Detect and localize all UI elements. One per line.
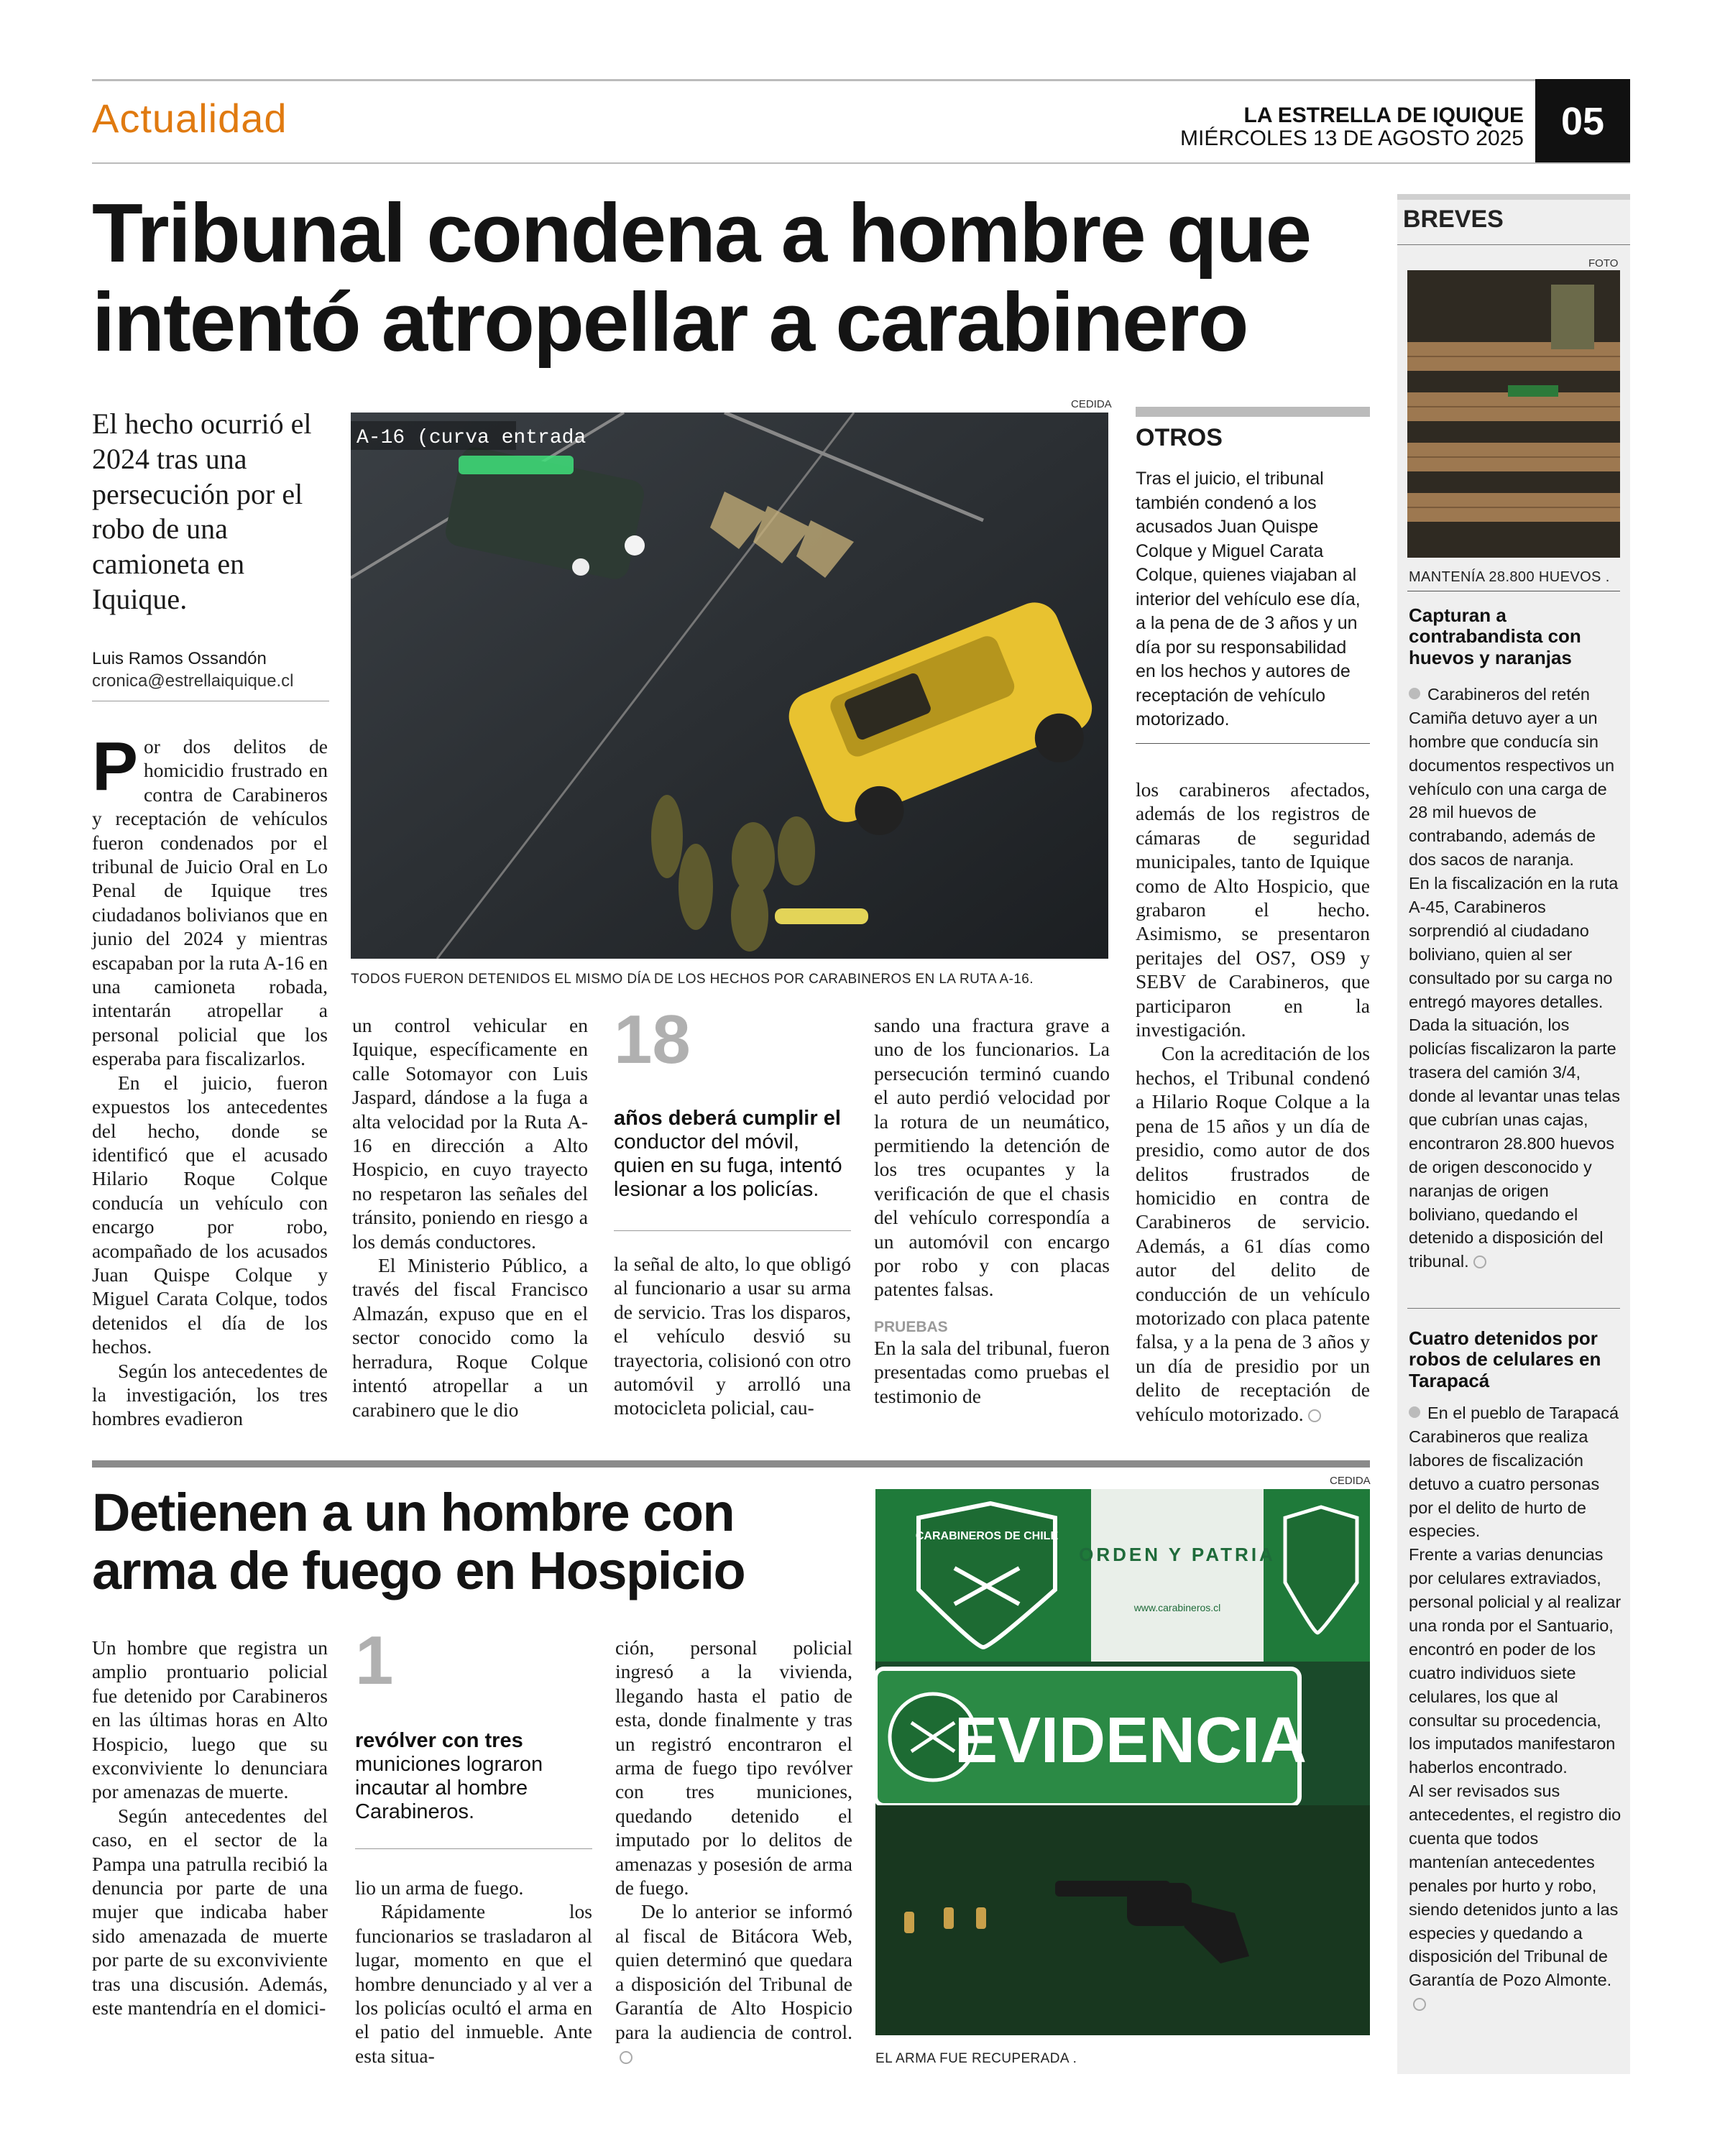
brief1-title: Capturan a contrabandista con huevos y naranjas: [1409, 604, 1581, 668]
author-name: Luis Ramos Ossandón: [92, 649, 267, 668]
sidebar-title: BREVES: [1403, 206, 1504, 233]
paragraph: Rápidamente los funcionarios se trasladaron al lugar, momento en que el hombre denunciado y al ver a los policías ocultó el arma en el patio del inmueble. Ante esta situa-: [355, 1900, 592, 2067]
banner-web: www.carabineros.cl: [1133, 1602, 1221, 1613]
end-mark-icon: [1308, 1409, 1321, 1422]
page-number: 05: [1535, 79, 1630, 164]
article1-column5: [1136, 778, 1370, 1426]
paragraph: En el juicio, fueron expuestos los antecedentes del hecho, donde se identificó que el acusado Hilario Roque Colque conducía un vehículo con encargo por robo, acompañado de los acusados Juan Quispe Colque y Miguel Carata Colque, todos detenidos el día de los hechos.: [92, 1071, 328, 1358]
box-band: [1136, 407, 1370, 417]
article1-column3: [614, 1252, 851, 1420]
highway-arrest-scene: [351, 413, 1108, 959]
article2-column1: [92, 1636, 328, 2020]
article1-headline: Tribunal condena a hombre que intentó atropellar a carabinero: [92, 186, 1311, 369]
brief1-body: [1409, 683, 1622, 1273]
paragraph: Al ser revisados sus antecedentes, el registro dio cuenta que todos mantenían antecedentes penales por hurto y robo, siendo detenidos junto a las especies y quedando a disposición del Tribunal de Garantía de Pozo Almonte.: [1409, 1779, 1622, 2016]
paragraph: or dos delitos de homicidio frustrado en contra de Carabineros y receptación de vehículos fueron condenados por el tribunal de Juicio Oral en Lo Penal de Iquique tres ciudadanos bolivianos que en junio del 2024 y mientras escapaban por la ruta A-16 en una camioneta robada, intentarán atropellar a personal policial que los esperaba para fiscalizarlos.: [92, 735, 328, 1070]
top-rule: [92, 79, 1630, 81]
bullet-icon: [1409, 688, 1420, 699]
publication-name: LA ESTRELLA DE IQUIQUE: [1243, 103, 1524, 127]
photo-credit: CEDIDA: [1330, 1475, 1371, 1487]
paragraph: Frente a varias denuncias por celulares extraviados, personal policial y al realizar una ronda por el Santuario, encontró en poder de los cuatro individuos siete celulares, los que al consultar su procedencia, los imputados manifestaron haberlos encontrado.: [1409, 1545, 1622, 1777]
paragraph: un control vehicular en Iquique, específicamente en calle Sotomayor con Luis Jaspard, dándose a la fuga a alta velocidad por la Ruta A-16 en dirección a Alto Hospicio, en cuyo trayecto no respetaron las señales del tránsito, poniendo en riesgo a los demás conductores.: [352, 1014, 588, 1253]
masthead: [1180, 104, 1524, 149]
section-label: Actualidad: [92, 96, 288, 141]
divider: [355, 1848, 592, 1849]
article1-photo: [351, 413, 1108, 959]
divider: [1407, 1308, 1620, 1309]
paragraph: Según los antecedentes de la investigación, los tres hombres evadieron: [92, 1359, 328, 1430]
stat-bold: años deberá cumplir el: [614, 1107, 841, 1130]
paragraph: El Ministerio Público, a través del fiscal Francisco Almazán, expuso que en el sector conocido como la herradura, Roque Colque intentó atropellar a un carabinero que le dio: [352, 1254, 588, 1421]
subhead-pruebas: PRUEBAS: [874, 1318, 948, 1335]
brief2-title: Cuatro detenidos por robos de celulares en Tarapacá: [1409, 1327, 1601, 1391]
egg-trays-photo: [1407, 270, 1620, 558]
stat-text: municiones lograron incautar al hombre Carabineros.: [355, 1753, 543, 1824]
article1-deck: El hecho ocurrió el 2024 tras una persecución por el robo de una camioneta en Iquique.: [92, 407, 312, 615]
stat-quote: [355, 1729, 592, 1824]
article1-caption: TODOS FUERON DETENIDOS EL MISMO DÍA DE LOS HECHOS POR CARABINEROS EN LA RUTA A-16.: [351, 972, 1034, 987]
article2-column2: [355, 1876, 592, 2068]
divider: [614, 1230, 851, 1231]
publication-date: MIÉRCOLES 13 DE AGOSTO 2025: [1180, 126, 1524, 150]
article1-column1: [92, 728, 328, 1431]
stat-quote: [614, 1107, 851, 1202]
article2-headline: Detienen a un hombre con arma de fuego en Hospicio: [92, 1483, 745, 1601]
divider: [1397, 244, 1630, 245]
paragraph: De lo anterior se informó al fiscal de Bitácora Web, quien determinó que quedara a disposición del Tribunal de Garantía de Alto Hospicio para la audiencia de control.: [615, 1899, 852, 2068]
dropcap: P: [92, 728, 139, 805]
paragraph: lio un arma de fuego.: [355, 1876, 524, 1899]
paragraph: Un hombre que registra un amplio prontuario policial fue detenido por Carabineros en las últimas horas en Alto Hospicio, luego que su exconviviente lo denunciara por amenazas de muerte.: [92, 1636, 328, 1803]
header-rule: [92, 162, 1630, 164]
box-title: OTROS: [1136, 424, 1223, 451]
sidebar-band: [1397, 194, 1630, 200]
banner-brand: CARABINEROS DE CHILE: [915, 1530, 1059, 1542]
paragraph: ción, personal policial ingresó a la vivienda, llegando hasta el patio de esta, donde finalmente y tras un registró encontraron el arma de fuego tipo revólver con tres municiones, quedando detenido el imputado por lo delitos de amenazas y posesión de arma de fuego.: [615, 1636, 852, 1899]
end-mark-icon: [620, 2051, 632, 2064]
article1-byline: [92, 648, 329, 701]
paragraph: la señal de alto, lo que obligó al funcionario a usar su arma de servicio. Tras los disparos, el vehículo desvió su trayectoria, colisionó con otro automóvil y arrolló una motocicleta policial, cau-: [614, 1253, 851, 1419]
paragraph: Con la acreditación de los hechos, el Tribunal condenó a Hilario Roque Colque a la pena de 15 años y un día de presidio, como autor de dos delitos frustrados de homicidio en contra de Carabineros de servicio. Además, a 61 días como autor del delito de conducción de un vehículo motorizado con placa patente falsa, y a la pena de 3 años y un día de presidio por un delito de receptación de vehículo motorizado.: [1136, 1042, 1370, 1425]
photo-credit: FOTO: [1588, 257, 1619, 270]
article-separator: [92, 1460, 1370, 1468]
paragraph: los carabineros afectados, además de los registros de cámaras de seguridad municipales, tanto de Iquique como de Alto Hospicio, que grabaron el hecho. Asimismo, se presentaron peritajes del OS7, OS9 y SEBV de Carabineros, que participaron en la investigación.: [1136, 778, 1370, 1041]
paragraph: En el pueblo de Tarapacá Carabineros que realiza labores de fiscalización detuvo a cuatro personas por el delito de hurto de especies.: [1409, 1404, 1619, 1541]
evidence-revolver-photo: [875, 1489, 1370, 2035]
photo-credit: CEDIDA: [1071, 398, 1112, 410]
end-mark-icon: [1413, 1998, 1426, 2011]
paragraph: sando una fractura grave a uno de los funcionarios. La persecución terminó cuando el auto perdió velocidad por la rotura de un neumático, permitiendo la detención de los tres ocupantes y la verificación de que el chasis del vehículo correspondía a un automóvil con encargo por robo y con placas patentes falsas.: [874, 1014, 1110, 1301]
divider: [1136, 743, 1370, 744]
camera-overlay-text: A-16 (curva entrada: [356, 427, 586, 449]
brief2-body: [1409, 1401, 1622, 2016]
stat-text: conductor del móvil, quien en su fuga, intentó lesionar a los policías.: [614, 1130, 842, 1202]
sidebar-photo-caption: MANTENÍA 28.800 HUEVOS .: [1409, 569, 1610, 585]
sidebar-photo: [1407, 270, 1620, 558]
stat-number: 1: [355, 1622, 394, 1699]
stat-number: 18: [614, 1001, 691, 1078]
end-mark-icon: [1473, 1256, 1486, 1268]
evidence-sign-text: EVIDENCIA: [954, 1705, 1307, 1777]
article2-caption: EL ARMA FUE RECUPERADA .: [875, 2051, 1077, 2066]
stat-bold: revólver con tres: [355, 1729, 523, 1752]
banner-motto: ORDEN Y PATRIA: [1079, 1544, 1276, 1565]
paragraph: En la sala del tribunal, fueron presentadas como pruebas el testimonio de: [874, 1336, 1110, 1407]
paragraph: En la fiscalización en la ruta A-45, Carabineros sorprendió al ciudadano boliviano, quien al ser consultado por su carga no entregó mayores detalles. Dada la situación, los policías fiscalizaron la parte trasera del camión 3/4, donde al levantar unas telas que cubrían unas cajas, encontraron 28.800 huevos de origen desconocido y naranjas de origen boliviano, quedando el detenido a disposición del tribunal.: [1409, 874, 1620, 1271]
article2-photo: [875, 1489, 1370, 2035]
paragraph: Carabineros del retén Camiña detuvo ayer a un hombre que conducía sin documentos respectivos un vehículo con una carga de 28 mil huevos de contrabando, además de dos sacos de naranja.: [1409, 685, 1615, 870]
article1-column4: [874, 1013, 1110, 1408]
paragraph: Según antecedentes del caso, en el sector de la Pampa una patrulla recibió la denuncia por parte de una mujer que indicaba haber sido amenazada de muerte por parte de su exconviviente tras una discusión. Además, este mantendría en el domici-: [92, 1804, 328, 2019]
box-text: Tras el juicio, el tribunal también condenó a los acusados Juan Quispe Colque y Miguel Carata Colque, quienes viajaban al interior del vehículo ese día, a la pena de de 3 años y un día por su responsabilidad en los hechos y autores de receptación de vehículo motorizado.: [1136, 469, 1361, 729]
bullet-icon: [1409, 1406, 1420, 1418]
article2-column3: [615, 1636, 852, 2068]
article1-column2: [352, 1013, 588, 1422]
author-email: cronica@estrellaiquique.cl: [92, 671, 294, 691]
